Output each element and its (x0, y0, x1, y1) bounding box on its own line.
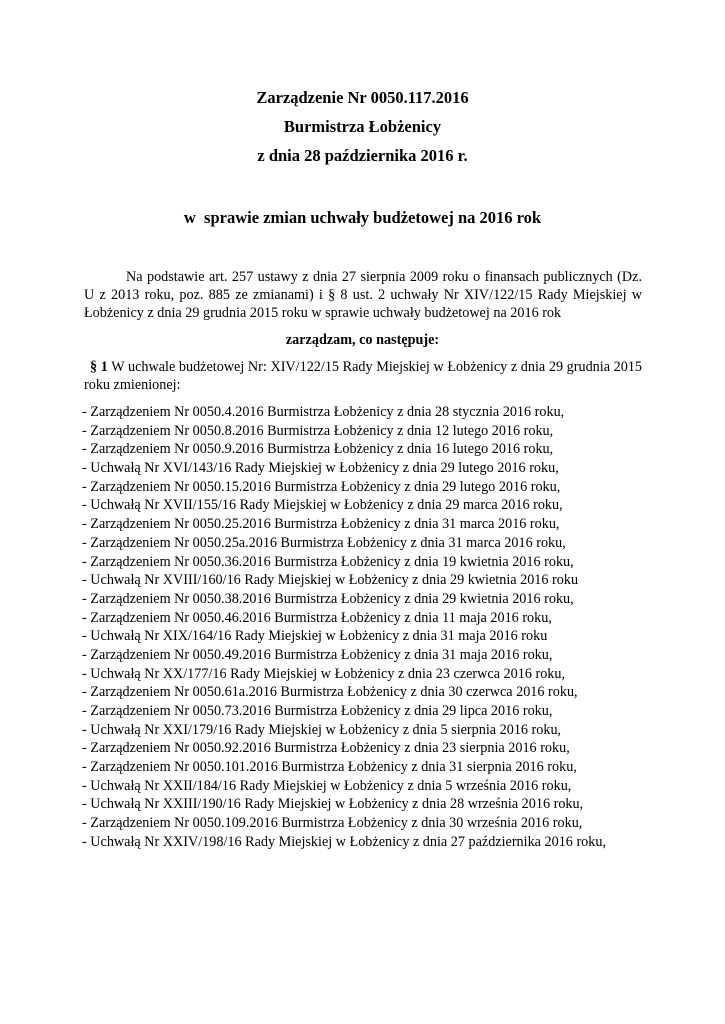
list-item: - Zarządzeniem Nr 0050.38.2016 Burmistrza Łobżenicy z dnia 29 kwietnia 2016 roku, (82, 590, 574, 607)
list-item: - Uchwałą Nr XVII/155/16 Rady Miejskiej w Łobżenicy z dnia 29 marca 2016 roku, (82, 497, 563, 514)
list-item: - Zarządzeniem Nr 0050.46.2016 Burmistrza Łobżenicy z dnia 11 maja 2016 roku, (82, 609, 552, 626)
list-item: - Uchwałą Nr XXI/179/16 Rady Miejskiej w Łobżenicy z dnia 5 sierpnia 2016 roku, (82, 721, 562, 738)
list-item: - Zarządzeniem Nr 0050.9.2016 Burmistrza Łobżenicy z dnia 16 lutego 2016 roku, (82, 441, 554, 458)
amendments-list (82, 403, 682, 852)
decision-clause: zarządzam, co następuje: (285, 332, 440, 348)
list-item: - Uchwałą Nr XVIII/160/16 Rady Miejskiej w Łobżenicy z dnia 29 kwietnia 2016 roku (82, 572, 579, 589)
list-item: - Zarządzeniem Nr 0050.15.2016 Burmistrza Łobżenicy z dnia 29 lutego 2016 roku, (82, 478, 561, 495)
list-item: - Zarządzeniem Nr 0050.36.2016 Burmistrza Łobżenicy z dnia 19 kwietnia 2016 roku, (82, 553, 574, 570)
document-subject: w sprawie zmian uchwały budżetowej na 2016 rok (183, 208, 542, 227)
list-item: - Zarządzeniem Nr 0050.101.2016 Burmistrza Łobżenicy z dnia 31 sierpnia 2016 roku, (82, 759, 577, 776)
list-item: - Uchwałą Nr XX/177/16 Rady Miejskiej w Łobżenicy z dnia 23 czerwca 2016 roku, (82, 665, 566, 682)
list-item: - Zarządzeniem Nr 0050.61a.2016 Burmistrza Łobżenicy z dnia 30 czerwca 2016 roku, (82, 684, 578, 701)
list-item: - Zarządzeniem Nr 0050.8.2016 Burmistrza Łobżenicy z dnia 12 lutego 2016 roku, (82, 422, 554, 439)
document-date: z dnia 28 października 2016 r. (257, 146, 468, 165)
section-1-paragraph (84, 358, 642, 394)
list-item: - Uchwałą Nr XXIII/190/16 Rady Miejskiej w Łobżenicy z dnia 28 września 2016 roku, (82, 796, 584, 813)
section-1-text: W uchwale budżetowej Nr: XIV/122/15 Rady Miejskiej w Łobżenicy z dnia 29 grudnia 2015 roku zmienionej: (84, 359, 643, 393)
list-item: - Zarządzeniem Nr 0050.25a.2016 Burmistrza Łobżenicy z dnia 31 marca 2016 roku, (82, 534, 566, 551)
document-title: Zarządzenie Nr 0050.117.2016 (256, 88, 469, 107)
list-item: - Zarządzeniem Nr 0050.109.2016 Burmistrza Łobżenicy z dnia 30 września 2016 roku, (82, 815, 583, 832)
legal-basis-paragraph: Na podstawie art. 257 ustawy z dnia 27 sierpnia 2009 roku o finansach publicznych (Dz. U z 2013 roku, poz. 885 ze zmianami) i § 8 ust. 2 uchwały Nr XIV/122/15 Rady Miejskiej w Łobżenicy z dnia 29 grudnia 2015 roku w sprawie uchwały budżetowej na 2016 rok (84, 269, 642, 321)
list-item: - Zarządzeniem Nr 0050.4.2016 Burmistrza Łobżenicy z dnia 28 stycznia 2016 roku, (82, 404, 565, 420)
issuing-authority: Burmistrza Łobżenicy (283, 117, 442, 136)
section-number: § 1 (90, 359, 108, 375)
list-item: - Uchwałą Nr XXII/184/16 Rady Miejskiej w Łobżenicy z dnia 5 września 2016 roku, (82, 777, 572, 794)
list-item: - Uchwałą Nr XVI/143/16 Rady Miejskiej w Łobżenicy z dnia 29 lutego 2016 roku, (82, 460, 559, 477)
list-item: - Zarządzeniem Nr 0050.73.2016 Burmistrza Łobżenicy z dnia 29 lipca 2016 roku, (82, 703, 553, 719)
list-item: - Uchwałą Nr XXIV/198/16 Rady Miejskiej w Łobżenicy z dnia 27 października 2016 roku, (82, 833, 607, 850)
list-item: - Zarządzeniem Nr 0050.92.2016 Burmistrza Łobżenicy z dnia 23 sierpnia 2016 roku, (82, 740, 570, 757)
list-item: - Zarządzeniem Nr 0050.25.2016 Burmistrza Łobżenicy z dnia 31 marca 2016 roku, (82, 516, 560, 533)
list-item: - Zarządzeniem Nr 0050.49.2016 Burmistrza Łobżenicy z dnia 31 maja 2016 roku, (82, 646, 553, 663)
list-item: - Uchwałą Nr XIX/164/16 Rady Miejskiej w Łobżenicy z dnia 31 maja 2016 roku (82, 628, 548, 645)
